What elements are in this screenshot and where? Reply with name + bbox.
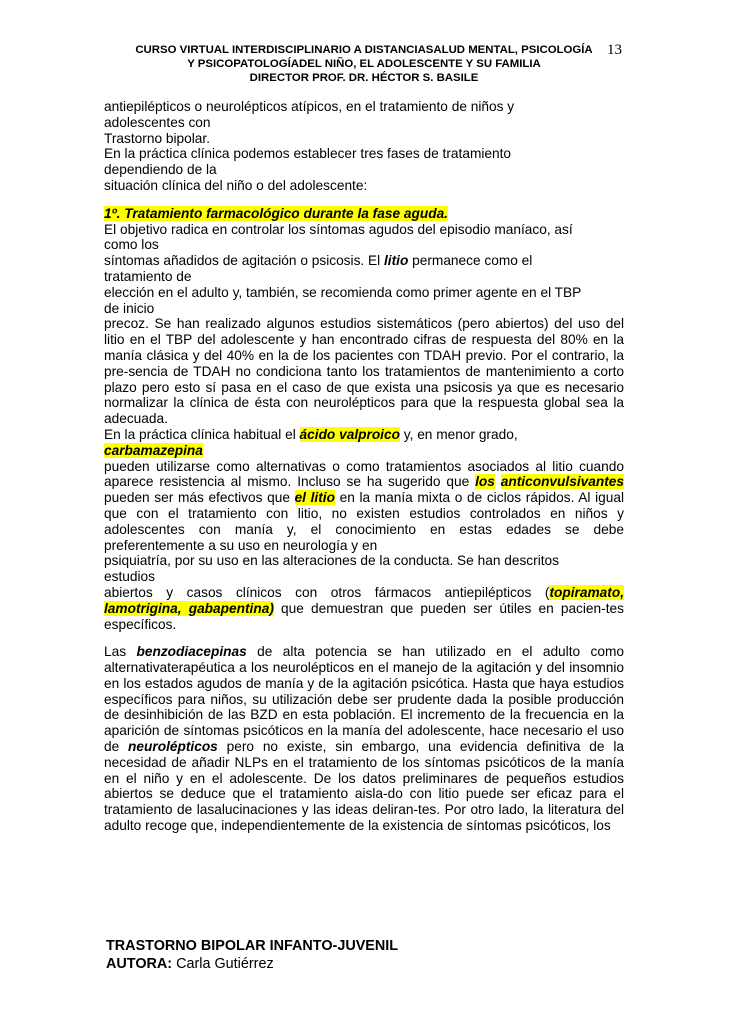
term-acido-valproico: ácido valproico xyxy=(299,426,400,442)
paragraph-anticonvulsants: En la práctica clínica habitual el ácido valproico y, en menor grado, carbamazepina pueden utilizarse como alternativas o como tratamientos asociados al litio cuando aparece resistencia al mismo. Incluso se ha sugerido que los anticonvulsivantes pueden ser más efectivos que el litio en la manía mixta o de ciclos rápidos. Al igual que con el tratamiento con litio, no existen estudios controlados en niños y adolescentes con manía y, el conocimiento en estas edades se debe preferentemente a su uso en neurología y en psiquiatría, por su uso en las alteraciones de la conducta. Se han descritos estudios abiertos y casos clínicos con otros fármacos antiepilépticos (topiramato, lamotrigina, gabapentina) que demuestran que pueden ser útiles en pacien-tes específicos. xyxy=(104,426,624,632)
footer-author: AUTORA: Carla Gutiérrez xyxy=(106,956,274,972)
term-los: los xyxy=(475,474,495,490)
footer-title: TRASTORNO BIPOLAR INFANTO-JUVENIL xyxy=(106,938,399,954)
intro-line: adolescentes con xyxy=(104,114,211,130)
intro-line: En la práctica clínica podemos establecer tres fases de tratamiento xyxy=(104,146,512,162)
intro-line: Trastorno bipolar. xyxy=(104,130,211,146)
page-body xyxy=(104,99,624,834)
header-line-2: Y PSICOPATOLOGÍADEL NIÑO, EL ADOLESCENTE Y SU FAMILIA xyxy=(187,58,541,70)
running-footer xyxy=(106,937,626,973)
section-heading: 1º. Tratamiento farmacológico durante la fase aguda. xyxy=(104,205,448,221)
intro-line: situación clínica del niño o del adolescente: xyxy=(104,177,368,193)
page-number: 13 xyxy=(607,42,622,58)
header-line-1: CURSO VIRTUAL INTERDISCIPLINARIO A DISTANCIASALUD MENTAL, PSICOLOGÍA xyxy=(135,44,593,56)
term-litio: litio xyxy=(384,253,409,269)
term-anticonvulsivantes: anticonvulsivantes xyxy=(500,474,624,490)
running-header xyxy=(104,43,624,85)
term-lamotrigina-gabapentina: lamotrigina, gabapentina) xyxy=(104,600,274,616)
term-el-litio: el litio xyxy=(294,490,335,506)
term-benzodiacepinas: benzodiacepinas xyxy=(136,644,247,660)
intro-line: dependiendo de la xyxy=(104,162,217,178)
paragraph-benzodiazepines: Las benzodiacepinas de alta potencia se han utilizado en el adulto como alternativaterapéutica a los neurolépticos en el manejo de la agitación y del insomnio en los estados agudos de manía y de la agitación psicótica. Hasta que haya estudios específicos para niños, su utilización debe ser prudente dada la posible producción de desinhibición de las BZD en esta población. El incremento de la frecuencia en la aparición de síntomas psicóticos en la manía del adolescente, hace necesario el uso de neurolépticos pero no existe, sin embargo, una evidencia definitiva de la necesidad de añadir NLPs en el tratamiento de los síntomas psicóticos de la manía en el niño y en el adolescente. De los datos preliminares de pequeños estudios abiertos se deduce que el tratamiento aisla-do con litio puede ser eficaz para el tratamiento de lasalucinaciones y las ideas deliran-tes. Por otro lado, la literatura del adulto recoge que, independientemente de la existencia de síntomas psicóticos, los xyxy=(104,644,624,834)
term-neurolepticos: neurolépticos xyxy=(128,739,218,755)
header-line-3: DIRECTOR PROF. DR. HÉCTOR S. BASILE xyxy=(249,72,479,84)
term-topiramato: topiramato, xyxy=(549,584,624,600)
term-carbamazepina: carbamazepina xyxy=(104,442,203,458)
paragraph-lithium: El objetivo radica en controlar los síntomas agudos del episodio maníaco, así como los síntomas añadidos de agitación o psicosis. El litio permanece como el tratamiento de elección en el adulto y, también, se recomienda como primer agente en el TBP de inicio precoz. Se han realizado algunos estudios sistemáticos (pero abiertos) del uso del litio en el TBP del adolescente y han encontrado cifras de respuesta del 80% en la manía clásica y del 40% en la de los pacientes con TDAH previo. Por el contrario, la pre-sencia de TDAH no condiciona tanto los tratamientos de mantenimiento a corto plazo pero esto sí pasa en el caso de que exista una psicosis ya que es necesario normalizar la clínica de ésta con neurolépticos para que la respuesta global sea la adecuada. xyxy=(104,221,624,427)
intro-line: antiepilépticos o neurolépticos atípicos, en el tratamiento de niños y xyxy=(104,99,515,114)
